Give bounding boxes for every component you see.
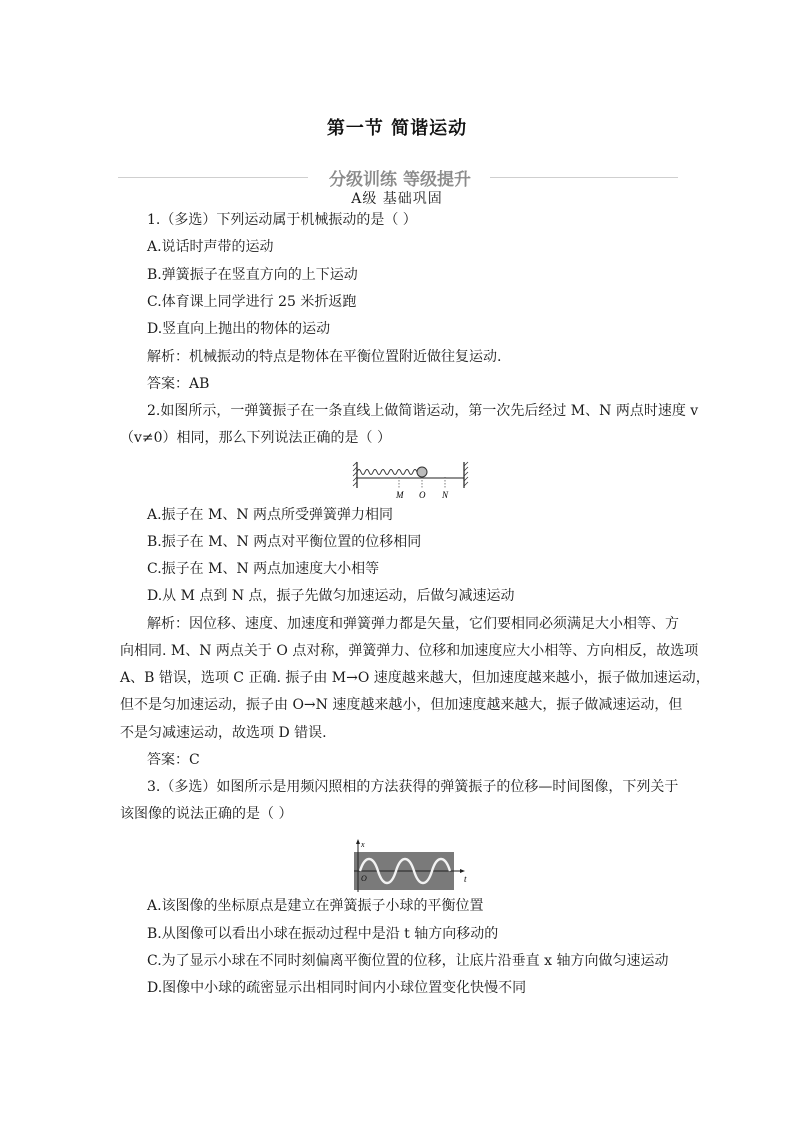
left-wall-hatch — [353, 462, 357, 486]
text-line: B.振子在 M、N 两点对平衡位置的位移相同 — [147, 534, 422, 550]
text-line: D.竖直向上抛出的物体的运动 — [147, 321, 331, 337]
section-banner — [118, 164, 678, 190]
banner-rule-left — [118, 177, 308, 178]
text-line: D.图像中小球的疏密显示出相同时间内小球位置变化快慢不同 — [147, 980, 527, 996]
label-n: N — [442, 490, 449, 500]
text-line: C.为了显示小球在不同时刻偏离平衡位置的位移，让底片沿垂直 x 轴方向做匀速运动 — [147, 953, 669, 969]
text-line: 该图像的说法正确的是（ ） — [120, 806, 293, 822]
x-axis-arrow — [356, 839, 360, 844]
text-line: 解析：机械振动的特点是物体在平衡位置附近做往复运动. — [147, 349, 502, 365]
banner-text: 分级训练 等级提升 — [329, 170, 471, 190]
text-line: 解析：因位移、速度、加速度和弹簧弹力都是矢量，它们要相同必须满足大小相等、方 — [147, 616, 679, 632]
text-line: C.振子在 M、N 两点加速度大小相等 — [147, 561, 380, 577]
oscillator-ball — [417, 467, 427, 477]
label-t: t — [464, 874, 467, 884]
text-line: 向相同. M、N 两点关于 O 点对称，弹簧弹力、位移和加速度应大小相等、方向相反，故选项 — [120, 643, 699, 659]
label-origin: O — [361, 874, 367, 883]
text-line: B.弹簧振子在竖直方向的上下运动 — [147, 267, 358, 283]
text-line: （v≠0）相同，那么下列说法正确的是（ ） — [120, 430, 391, 446]
label-o: O — [419, 490, 426, 500]
t-axis-arrow — [460, 869, 465, 873]
banner-rule-right — [490, 177, 678, 178]
right-wall-hatch — [464, 462, 468, 486]
text-line: D.从 M 点到 N 点，振子先做匀加速运动，后做匀减速运动 — [147, 588, 515, 604]
label-x: x — [361, 840, 365, 849]
text-line: C.体育课上同学进行 25 米折返跑 — [147, 294, 357, 310]
level-heading: A级 基础巩固 — [351, 191, 443, 207]
text-line: 1.（多选）下列运动属于机械振动的是（ ） — [147, 212, 417, 228]
text-line: 3.（多选）如图所示是用频闪照相的方法获得的弹簧振子的位移—时间图像，下列关于 — [147, 779, 679, 795]
text-line: 答案：AB — [147, 376, 210, 392]
text-line: A.该图像的坐标原点是建立在弹簧振子小球的平衡位置 — [147, 898, 484, 914]
spring-oscillator-figure — [352, 460, 472, 500]
text-line: B.从图像可以看出小球在振动过程中是沿 t 轴方向移动的 — [147, 926, 499, 942]
spring — [357, 470, 418, 475]
text-line: 答案：C — [147, 752, 200, 768]
text-line: A、B 错误，选项 C 正确. 振子由 M→O 速度越来越大，但加速度越来越小，振子做加速运动， — [120, 670, 710, 686]
displacement-time-figure — [348, 838, 474, 894]
page-title: 第一节 简谐运动 — [326, 118, 468, 139]
text-line: A.振子在 M、N 两点所受弹簧弹力相同 — [147, 507, 394, 523]
text-line: A.说话时声带的运动 — [147, 239, 274, 255]
text-line: 不是匀减速运动，故选项 D 错误. — [120, 725, 327, 741]
text-line: 但不是匀加速运动，振子由 O→N 速度越来越小，但加速度越来越大，振子做减速运动，但 — [120, 697, 683, 713]
text-line: 2.如图所示，一弹簧振子在一条直线上做简谐运动，第一次先后经过 M、N 两点时速度 v — [147, 403, 699, 419]
label-m: M — [396, 490, 404, 500]
